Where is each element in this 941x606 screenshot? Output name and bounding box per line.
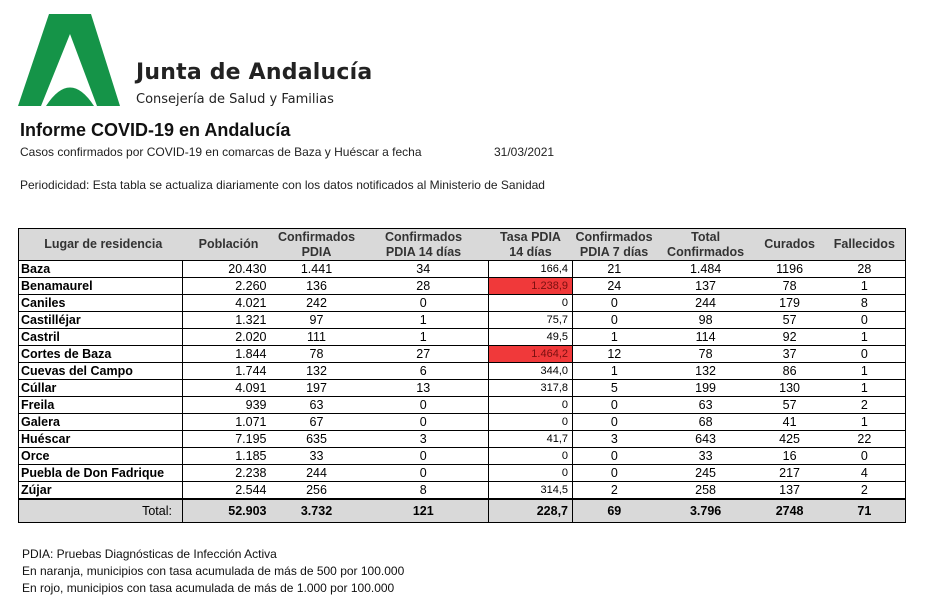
tasa-red-highlight: 1.464,2 [489, 346, 573, 363]
table-row: Orce 1.185 33 0 0 0 33 16 0 [19, 448, 906, 465]
junta-andalucia-logo-icon [18, 14, 120, 106]
col-header-total: Total Confirmados [656, 229, 756, 261]
table-row: Cuevas del Campo 1.744 132 6 344,0 1 132 86 1 [19, 363, 906, 380]
col-header-curados: Curados [756, 229, 824, 261]
col-header-confirmados-14: Confirmados PDIA 14 días [359, 229, 489, 261]
col-header-tasa: Tasa PDIA 14 días [489, 229, 573, 261]
table-row: Benamaurel 2.260 136 28 1.238,9 24 137 78 1 [19, 278, 906, 295]
footnotes [22, 546, 404, 597]
col-header-confirmados-7: Confirmados PDIA 7 días [573, 229, 656, 261]
table-row: Huéscar 7.195 635 3 41,7 3 643 425 22 [19, 431, 906, 448]
report-date: 31/03/2021 [494, 145, 555, 159]
footnote-orange: En naranja, municipios con tasa acumulada de más de 500 por 100.000 [22, 564, 405, 578]
table-row: Galera 1.071 67 0 0 0 68 41 1 [19, 414, 906, 431]
page-title: Informe COVID-19 en Andalucía [20, 120, 291, 140]
org-name: Junta de Andalucía [136, 60, 373, 85]
footnote-red: En rojo, municipios con tasa acumulada de más de 1.000 por 100.000 [22, 581, 395, 595]
report-subtitle: Casos confirmados por COVID-19 en comarcas de Baza y Huéscar a fecha [20, 145, 422, 159]
table-row: Cúllar 4.091 197 13 317,8 5 199 130 1 [19, 380, 906, 397]
footnote-pdia: PDIA: Pruebas Diagnósticas de Infección Activa [22, 547, 277, 561]
table-row: Baza 20.430 1.441 34 166,4 21 1.484 1196 28 [19, 261, 906, 278]
col-header-poblacion: Población [183, 229, 275, 261]
col-header-lugar: Lugar de residencia [19, 229, 183, 261]
tasa-red-highlight: 1.238,9 [489, 278, 573, 295]
table-row: Cortes de Baza 1.844 78 27 1.464,2 12 78 37 0 [19, 346, 906, 363]
table-row: Castril 2.020 111 1 49,5 1 114 92 1 [19, 329, 906, 346]
periodicity-note: Periodicidad: Esta tabla se actualiza diariamente con los datos notificados al Ministerio de Sanidad [20, 178, 545, 192]
table-header-row [19, 229, 906, 261]
totals-row: Total: 52.903 3.732 121 228,7 69 3.796 2748 71 [19, 499, 906, 523]
col-header-confirmados: Confirmados PDIA [275, 229, 359, 261]
table-row: Castilléjar 1.321 97 1 75,7 0 98 57 0 [19, 312, 906, 329]
totals-label: Total: [19, 499, 183, 523]
covid-table [18, 228, 906, 523]
table-row: Puebla de Don Fadrique 2.238 244 0 0 0 245 217 4 [19, 465, 906, 482]
col-header-fallecidos: Fallecidos [824, 229, 906, 261]
table-row: Caniles 4.021 242 0 0 0 244 179 8 [19, 295, 906, 312]
department-name: Consejería de Salud y Familias [136, 92, 334, 107]
table-row: Freila 939 63 0 0 0 63 57 2 [19, 397, 906, 414]
table-row: Zújar 2.544 256 8 314,5 2 258 137 2 [19, 482, 906, 500]
